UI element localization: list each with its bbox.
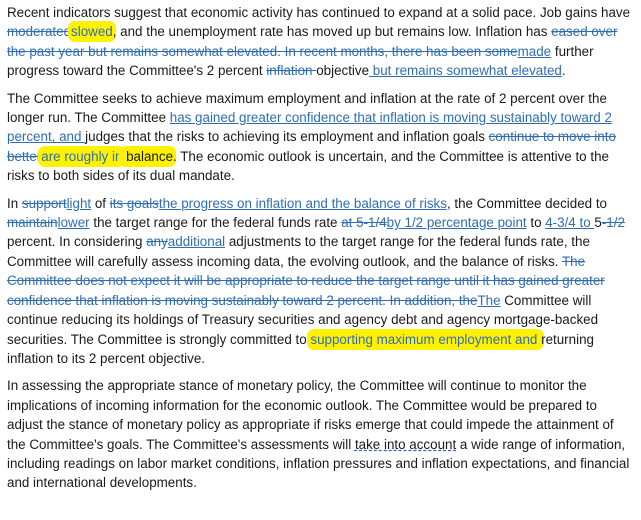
text-run: percent. In considering — [7, 234, 147, 250]
deleted-text: eased over the past year but remains somewhat elevated. In recent months, there has been some — [7, 24, 618, 59]
inserted-text: light — [66, 195, 92, 211]
highlighted-text: balance — [122, 148, 174, 164]
text-run: . — [561, 63, 566, 79]
text-run: Committee will continue reducing its holdings of Treasury securities and agency debt and agency mortgage-backed securities. The Committee is strongly committed to — [7, 292, 599, 347]
text-run: to — [526, 215, 546, 231]
inserted-text: but remains somewhat elevated — [369, 63, 562, 79]
deleted-text: The Committee does not expect it will be appropriate to reduce the target range until it has gained greater confidence that inflation is moving sustainably toward 2 percent. In addition, the — [7, 253, 605, 308]
commented-text[interactable]: take into account — [354, 436, 457, 452]
inserted-text: additional — [167, 234, 226, 250]
text-run: returning inflation to its 2 percent objective. — [7, 331, 594, 366]
text-run: a wide range of information, including readings on labor market conditions, inflation pressures and inflation expectations, and financial and international developments. — [7, 436, 630, 491]
text-run: Recent indicators suggest that economic activity has continued to expand at a solid pace. Job gains have — [7, 5, 631, 20]
paragraph-3 — [7, 194, 633, 369]
inserted-text: has gained greater confidence that inflation is moving sustainably toward 2 percent, and — [7, 110, 612, 145]
highlighted-inserted-text: slowed — [71, 24, 113, 40]
text-run: , the Committee decided to — [446, 195, 607, 211]
text-run: . The economic outlook is uncertain, and the Committee is attentive to the risks to both sides of its dual mandate. — [7, 148, 609, 184]
deleted-text: -1/2 — [601, 215, 625, 231]
deleted-text: moderated — [7, 24, 72, 40]
text-run: judges that the risks to achieving its employment and inflation goals — [85, 129, 489, 145]
highlighted-inserted-text: are roughly in — [41, 148, 123, 164]
deleted-text: continue to move into better — [7, 129, 616, 164]
text-run: In assessing the appropriate stance of monetary policy, the Committee will continue to monitor the implications of incoming information for the economic outlook. The Committee would be prepared to adjust the stance of monetary policy as appropriate if risks emerge that could impede the attainment of the Committee's goals. The Committee's assessments will — [7, 378, 614, 452]
deleted-text: inflation — [266, 63, 317, 79]
inserted-text: lower — [57, 215, 90, 231]
deleted-text: support — [21, 195, 67, 211]
inserted-text: by 1/2 percentage point — [386, 215, 527, 231]
text-run: , and the unemployment rate has moved up but remains low. Inflation has — [112, 24, 552, 40]
text-run: objective — [316, 63, 370, 79]
deleted-text: maintain — [7, 215, 58, 231]
text-run: of — [91, 195, 110, 211]
text-run: further progress toward the Committee's 2 percent — [7, 43, 594, 79]
text-run: In — [7, 195, 22, 211]
paragraph-1 — [7, 3, 633, 81]
text-run: 5 — [594, 215, 602, 231]
text-run: adjustments to the target range for the federal funds rate, the Committee will carefully assess incoming data, the evolving outlook, and the balance of risks. — [7, 234, 590, 269]
text-run: the target range for the federal funds rate — [89, 215, 342, 231]
deleted-text: any — [146, 234, 168, 250]
deleted-text: its goals — [109, 195, 159, 211]
paragraph-4 — [7, 376, 633, 492]
inserted-text: the progress on inflation and the balance of risks — [158, 195, 447, 211]
inserted-text: made — [517, 43, 552, 59]
inserted-text: 4-3/4 to — [545, 215, 595, 231]
text-run: The Committee seeks to achieve maximum employment and inflation at the rate of 2 percent over the longer run. The Committee — [7, 90, 607, 126]
paragraph-2 — [7, 89, 633, 186]
deleted-text: at 5-1/4 — [341, 215, 387, 231]
inserted-text: The — [477, 292, 501, 308]
highlighted-inserted-text: supporting maximum employment and — [310, 331, 542, 347]
